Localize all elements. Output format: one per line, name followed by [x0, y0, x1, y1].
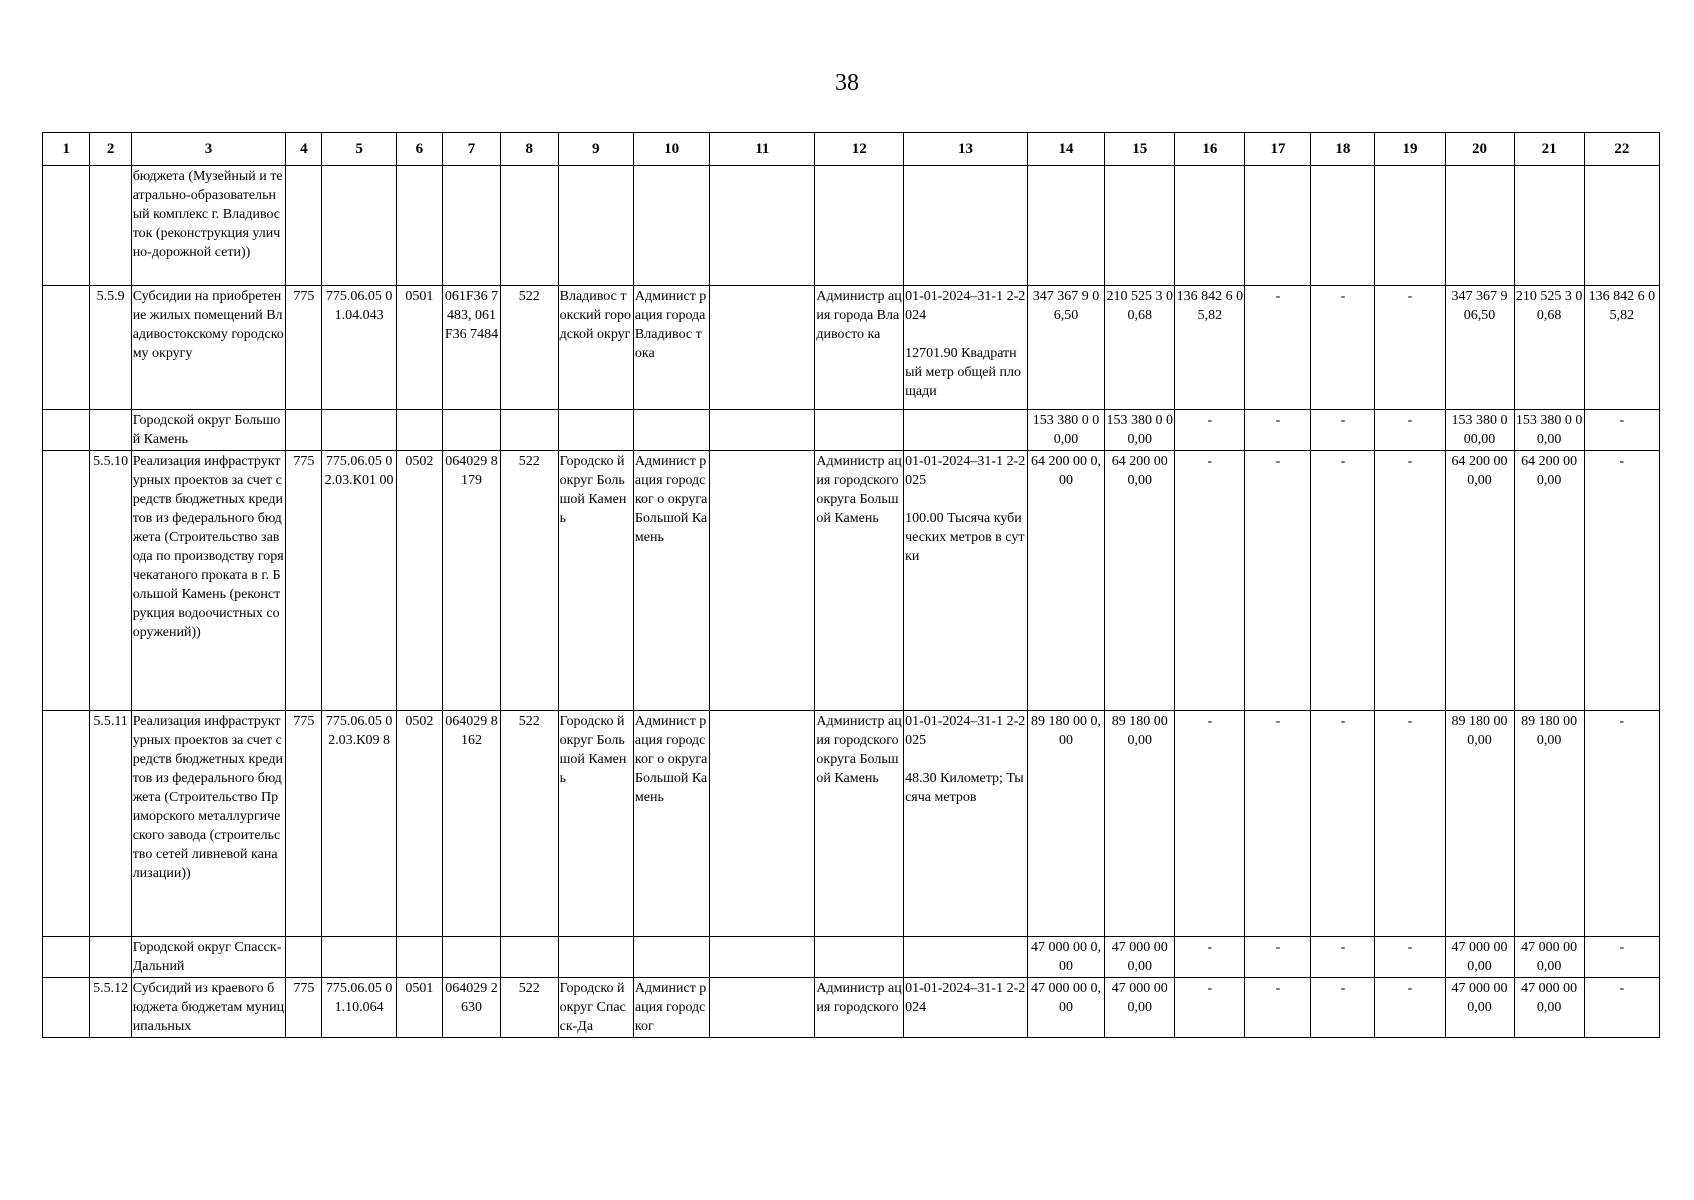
table-cell: Администр ация городского [815, 978, 904, 1038]
table-cell [633, 166, 709, 286]
table-cell: Владивос токский городской округ [558, 286, 633, 410]
table-cell [710, 166, 815, 286]
table-cell: Админист рация городског о округа Большой Камень [633, 451, 709, 711]
table-cell [710, 711, 815, 937]
table-cell: 136 842 6 05,82 [1584, 286, 1659, 410]
table-cell [43, 286, 90, 410]
table-cell [1375, 166, 1445, 286]
table-cell: 522 [500, 711, 558, 937]
table-cell [500, 937, 558, 978]
table-cell: - [1375, 410, 1445, 451]
table-cell [710, 937, 815, 978]
table-cell: - [1175, 937, 1245, 978]
table-cell: Городско й округ Спасск-Да [558, 978, 633, 1038]
table-cell [1175, 166, 1245, 286]
table-cell: - [1311, 451, 1375, 711]
table-cell: 47 000 00 0,00 [1027, 937, 1104, 978]
table-cell [90, 410, 131, 451]
table-cell: 47 000 00 0,00 [1027, 978, 1104, 1038]
table-cell [322, 166, 396, 286]
table-cell: 0501 [396, 978, 442, 1038]
table-cell: 89 180 00 0,00 [1105, 711, 1175, 937]
table-cell [396, 937, 442, 978]
table-cell [815, 937, 904, 978]
header-cell: 15 [1105, 133, 1175, 166]
table-cell: 775 [286, 711, 322, 937]
table-cell: бюджета (Музейный и театрально-образовательный комплекс г. Владивосток (реконструкция улично-дорожной сети)) [131, 166, 286, 286]
table-cell [43, 711, 90, 937]
table-cell: Городско й округ Большой Камень [558, 711, 633, 937]
page-number: 38 [835, 70, 859, 96]
table-cell: 775.06.05 02.03.К09 8 [322, 711, 396, 937]
table-cell: Админист рация города Владивос тока [633, 286, 709, 410]
table-cell: Субсидий из краевого бюджета бюджетам муниципальных [131, 978, 286, 1038]
table-cell [43, 937, 90, 978]
header-cell: 14 [1027, 133, 1104, 166]
table-cell: Городско й округ Большой Камень [558, 451, 633, 711]
table-cell: 064029 2630 [443, 978, 501, 1038]
table-cell: 153 380 0 00,00 [1105, 410, 1175, 451]
table-cell: 522 [500, 286, 558, 410]
header-row [43, 133, 1660, 166]
table-cell: 01-01-2024–31-1 2-2024 [904, 978, 1028, 1038]
table-cell: Администр ация городского округа Большой Камень [815, 451, 904, 711]
table-cell: 775.06.05 01.10.064 [322, 978, 396, 1038]
table-cell: 89 180 00 0,00 [1027, 711, 1104, 937]
table-cell: 153 380 0 00,00 [1027, 410, 1104, 451]
table-cell: 775.06.05 02.03.К01 00 [322, 451, 396, 711]
header-cell: 21 [1514, 133, 1584, 166]
table-cell [443, 166, 501, 286]
table-cell: 47 000 00 0,00 [1105, 978, 1175, 1038]
table-cell: - [1245, 410, 1311, 451]
table-cell [558, 937, 633, 978]
table-cell: - [1245, 711, 1311, 937]
table-cell [396, 166, 442, 286]
table-cell: 775.06.05 01.04.043 [322, 286, 396, 410]
header-cell: 5 [322, 133, 396, 166]
header-cell: 12 [815, 133, 904, 166]
table-cell: 47 000 00 0,00 [1445, 978, 1514, 1038]
table-cell [90, 166, 131, 286]
table-cell: Админист рация городског о округа Большой Камень [633, 711, 709, 937]
header-cell: 17 [1245, 133, 1311, 166]
table-row [43, 711, 1660, 937]
table-cell [904, 410, 1028, 451]
table-cell [710, 410, 815, 451]
table-cell: - [1311, 978, 1375, 1038]
table-cell: 89 180 00 0,00 [1514, 711, 1584, 937]
header-cell: 19 [1375, 133, 1445, 166]
table-cell: - [1375, 451, 1445, 711]
header-cell: 1 [43, 133, 90, 166]
table-body [43, 133, 1660, 1038]
header-cell: 9 [558, 133, 633, 166]
table-cell: - [1584, 451, 1659, 711]
table-cell [443, 410, 501, 451]
table-cell: Администр ация городского округа Большой Камень [815, 711, 904, 937]
table-cell: 061F36 7483, 061F36 7484 [443, 286, 501, 410]
table-cell [815, 166, 904, 286]
table-cell: - [1175, 451, 1245, 711]
table-row [43, 937, 1660, 978]
header-cell: 8 [500, 133, 558, 166]
header-cell: 13 [904, 133, 1028, 166]
table-cell: 136 842 6 05,82 [1175, 286, 1245, 410]
table-cell [1027, 166, 1104, 286]
table-cell: 210 525 3 00,68 [1514, 286, 1584, 410]
header-cell: 20 [1445, 133, 1514, 166]
header-cell: 11 [710, 133, 815, 166]
table-cell [43, 978, 90, 1038]
table-cell [1584, 166, 1659, 286]
header-cell: 16 [1175, 133, 1245, 166]
table-cell: - [1175, 711, 1245, 937]
table-cell: Субсидии на приобретение жилых помещений Владивостокскому городскому округу [131, 286, 286, 410]
table-cell [1311, 166, 1375, 286]
table-cell: 153 380 0 00,00 [1514, 410, 1584, 451]
table-row [43, 451, 1660, 711]
table-cell: - [1311, 410, 1375, 451]
table-cell: 522 [500, 451, 558, 711]
table-cell: Реализация инфраструктурных проектов за счет средств бюджетных кредитов из федерального бюджета (Строительство завода по производству горячекатаного проката в г. Большой Камень (реконструкция водоочистных сооружений)) [131, 451, 286, 711]
table-cell: 47 000 00 0,00 [1514, 937, 1584, 978]
table-row [43, 286, 1660, 410]
table-cell [633, 410, 709, 451]
table-cell [90, 937, 131, 978]
table-cell: - [1375, 286, 1445, 410]
table-cell: 153 380 0 00,00 [1445, 410, 1514, 451]
table-cell: Городской округ Большой Камень [131, 410, 286, 451]
table-cell: - [1175, 978, 1245, 1038]
table-cell [904, 937, 1028, 978]
table-cell: 47 000 00 0,00 [1105, 937, 1175, 978]
table-cell [43, 451, 90, 711]
table-cell [286, 937, 322, 978]
table-cell: 89 180 00 0,00 [1445, 711, 1514, 937]
table-cell: 210 525 3 00,68 [1105, 286, 1175, 410]
table-cell: 47 000 00 0,00 [1514, 978, 1584, 1038]
table-cell [43, 410, 90, 451]
table-cell: - [1311, 711, 1375, 937]
table-cell [322, 410, 396, 451]
table-cell [1445, 166, 1514, 286]
table-cell [558, 410, 633, 451]
header-cell: 3 [131, 133, 286, 166]
table-row [43, 166, 1660, 286]
table-cell: - [1375, 978, 1445, 1038]
table-cell: 775 [286, 978, 322, 1038]
table-cell: 01-01-2024–31-1 2-2025 100.00 Тысяча кубических метров в сутки [904, 451, 1028, 711]
table-cell: 347 367 9 06,50 [1027, 286, 1104, 410]
table-cell: 0502 [396, 451, 442, 711]
table-cell: 347 367 9 06,50 [1445, 286, 1514, 410]
table-cell: - [1584, 410, 1659, 451]
table-cell: - [1375, 937, 1445, 978]
table-cell: 5.5.11 [90, 711, 131, 937]
table-cell: 5.5.10 [90, 451, 131, 711]
table-cell: 064029 8179 [443, 451, 501, 711]
table-cell: - [1584, 937, 1659, 978]
header-cell: 7 [443, 133, 501, 166]
table-cell: - [1245, 937, 1311, 978]
table-cell: 775 [286, 286, 322, 410]
table-cell [904, 166, 1028, 286]
table-cell: - [1175, 410, 1245, 451]
table-row [43, 978, 1660, 1038]
table-cell [1105, 166, 1175, 286]
table-cell [443, 937, 501, 978]
header-cell: 10 [633, 133, 709, 166]
table-cell: 64 200 00 0,00 [1105, 451, 1175, 711]
table-cell: - [1245, 286, 1311, 410]
header-cell: 6 [396, 133, 442, 166]
table-cell [558, 166, 633, 286]
table-cell [710, 978, 815, 1038]
table-cell: - [1584, 711, 1659, 937]
table-cell [815, 410, 904, 451]
table-cell [500, 166, 558, 286]
table-cell: 01-01-2024–31-1 2-2024 12701.90 Квадратный метр общей площади [904, 286, 1028, 410]
table-cell [1514, 166, 1584, 286]
table-cell [322, 937, 396, 978]
table-cell [710, 286, 815, 410]
header-cell: 4 [286, 133, 322, 166]
table-cell [500, 410, 558, 451]
table-cell: 64 200 00 0,00 [1514, 451, 1584, 711]
table-cell: Реализация инфраструктурных проектов за счет средств бюджетных кредитов из федерального бюджета (Строительство Приморского металлургического завода (строительство сетей ливневой канализации)) [131, 711, 286, 937]
table-cell: 64 200 00 0,00 [1445, 451, 1514, 711]
table-cell [1245, 166, 1311, 286]
table-cell [43, 166, 90, 286]
header-cell: 2 [90, 133, 131, 166]
table-cell: - [1245, 451, 1311, 711]
table-cell [396, 410, 442, 451]
table-cell [710, 451, 815, 711]
table-cell [286, 410, 322, 451]
table-cell [286, 166, 322, 286]
table-cell: Администр ация города Владивосто ка [815, 286, 904, 410]
header-cell: 22 [1584, 133, 1659, 166]
table-cell [633, 937, 709, 978]
table-cell: 47 000 00 0,00 [1445, 937, 1514, 978]
table-cell: Админист рация городског [633, 978, 709, 1038]
table-cell: - [1311, 937, 1375, 978]
table-cell: - [1584, 978, 1659, 1038]
table-cell: 0502 [396, 711, 442, 937]
table-cell: 775 [286, 451, 322, 711]
table-row [43, 410, 1660, 451]
table-cell: Городской округ Спасск-Дальний [131, 937, 286, 978]
table-cell: - [1375, 711, 1445, 937]
table-cell: 64 200 00 0,00 [1027, 451, 1104, 711]
table-cell: 522 [500, 978, 558, 1038]
table-cell: - [1245, 978, 1311, 1038]
table-cell: 01-01-2024–31-1 2-2025 48.30 Километр; Тысяча метров [904, 711, 1028, 937]
table-cell: - [1311, 286, 1375, 410]
budget-table [42, 132, 1660, 1038]
table-cell: 5.5.9 [90, 286, 131, 410]
table-cell: 5.5.12 [90, 978, 131, 1038]
table-cell: 064029 8162 [443, 711, 501, 937]
header-cell: 18 [1311, 133, 1375, 166]
table-cell: 0501 [396, 286, 442, 410]
